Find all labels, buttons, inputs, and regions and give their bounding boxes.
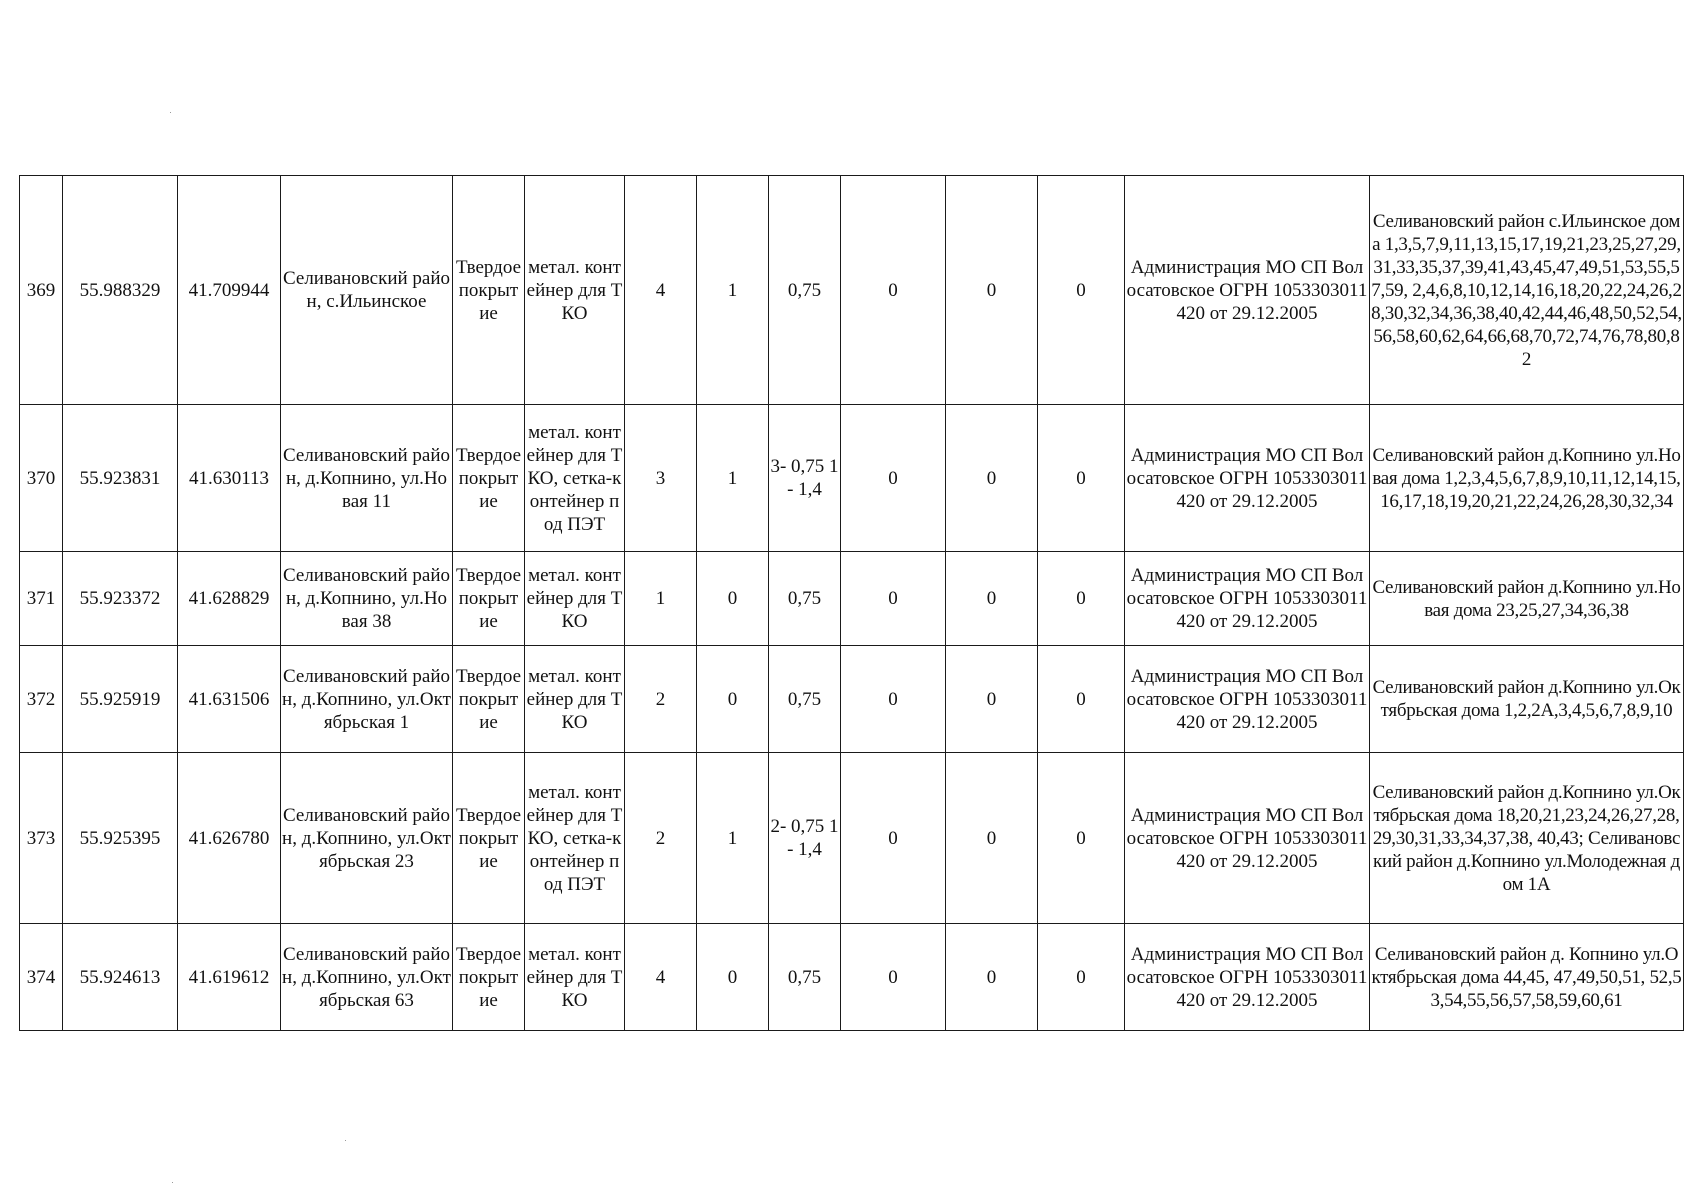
value-cell: 0 xyxy=(946,924,1038,1031)
latitude-cell: 55.924613 xyxy=(63,924,178,1031)
latitude-cell: 55.923372 xyxy=(63,552,178,646)
longitude-cell: 41.619612 xyxy=(178,924,281,1031)
longitude-cell: 41.626780 xyxy=(178,753,281,924)
address-cell: Селивановский район, д.Копнино, ул.Новая 11 xyxy=(281,405,453,552)
scan-speck xyxy=(170,112,171,113)
row-number: 371 xyxy=(20,552,63,646)
container-count-cell: 1 xyxy=(625,552,697,646)
latitude-cell: 55.923831 xyxy=(63,405,178,552)
planned-count-cell: 0 xyxy=(697,552,769,646)
container-volume-cell: 3- 0,75 1- 1,4 xyxy=(769,405,841,552)
value-cell: 0 xyxy=(946,552,1038,646)
owner-cell: Администрация МО СП Волосатовское ОГРН 1053303011420 от 29.12.2005 xyxy=(1125,552,1370,646)
container-volume-cell: 0,75 xyxy=(769,552,841,646)
row-number: 374 xyxy=(20,924,63,1031)
longitude-cell: 41.631506 xyxy=(178,646,281,753)
row-number: 370 xyxy=(20,405,63,552)
table-row xyxy=(20,552,1684,646)
table-row xyxy=(20,405,1684,552)
value-cell: 0 xyxy=(946,753,1038,924)
address-cell: Селивановский район, д.Копнино, ул.Октябрьская 63 xyxy=(281,924,453,1031)
surface-cell: Твердое покрытие xyxy=(453,405,525,552)
row-number: 373 xyxy=(20,753,63,924)
container-volume-cell: 0,75 xyxy=(769,924,841,1031)
container-volume-cell: 0,75 xyxy=(769,646,841,753)
served-houses-cell: Селивановский район д.Копнино ул.Октябрьская дома 18,20,21,23,24,26,27,28,29,30,31,33,34,37,38, 40,43; Селивановский район д.Копнино ул.Молодежная дом 1А xyxy=(1370,753,1684,924)
table-row xyxy=(20,924,1684,1031)
longitude-cell: 41.709944 xyxy=(178,176,281,405)
row-number: 372 xyxy=(20,646,63,753)
value-cell: 0 xyxy=(841,552,946,646)
surface-cell: Твердое покрытие xyxy=(453,552,525,646)
value-cell: 0 xyxy=(1038,405,1125,552)
value-cell: 0 xyxy=(1038,924,1125,1031)
scan-speck xyxy=(345,1140,346,1141)
row-number: 369 xyxy=(20,176,63,405)
latitude-cell: 55.925919 xyxy=(63,646,178,753)
owner-cell: Администрация МО СП Волосатовское ОГРН 1053303011420 от 29.12.2005 xyxy=(1125,924,1370,1031)
container-type-cell: метал. контейнер для ТКО xyxy=(525,924,625,1031)
value-cell: 0 xyxy=(1038,753,1125,924)
table-row xyxy=(20,646,1684,753)
served-houses-cell: Селивановский район д.Копнино ул.Новая дома 1,2,3,4,5,6,7,8,9,10,11,12,14,15,16,17,18,19,20,21,22,24,26,28,30,32,34 xyxy=(1370,405,1684,552)
planned-count-cell: 1 xyxy=(697,176,769,405)
container-volume-cell: 0,75 xyxy=(769,176,841,405)
container-count-cell: 3 xyxy=(625,405,697,552)
container-count-cell: 4 xyxy=(625,924,697,1031)
address-cell: Селивановский район, д.Копнино, ул.Октябрьская 1 xyxy=(281,646,453,753)
value-cell: 0 xyxy=(841,646,946,753)
value-cell: 0 xyxy=(1038,176,1125,405)
longitude-cell: 41.628829 xyxy=(178,552,281,646)
container-type-cell: метал. контейнер для ТКО xyxy=(525,552,625,646)
container-count-cell: 2 xyxy=(625,753,697,924)
value-cell: 0 xyxy=(841,405,946,552)
container-type-cell: метал. контейнер для ТКО xyxy=(525,176,625,405)
planned-count-cell: 1 xyxy=(697,405,769,552)
planned-count-cell: 1 xyxy=(697,753,769,924)
latitude-cell: 55.988329 xyxy=(63,176,178,405)
owner-cell: Администрация МО СП Волосатовское ОГРН 1053303011420 от 29.12.2005 xyxy=(1125,646,1370,753)
address-cell: Селивановский район, с.Ильинское xyxy=(281,176,453,405)
address-cell: Селивановский район, д.Копнино, ул.Октябрьская 23 xyxy=(281,753,453,924)
container-type-cell: метал. контейнер для ТКО, сетка-контейнер под ПЭТ xyxy=(525,405,625,552)
value-cell: 0 xyxy=(841,176,946,405)
planned-count-cell: 0 xyxy=(697,646,769,753)
container-type-cell: метал. контейнер для ТКО xyxy=(525,646,625,753)
latitude-cell: 55.925395 xyxy=(63,753,178,924)
owner-cell: Администрация МО СП Волосатовское ОГРН 1053303011420 от 29.12.2005 xyxy=(1125,405,1370,552)
container-count-cell: 4 xyxy=(625,176,697,405)
owner-cell: Администрация МО СП Волосатовское ОГРН 1053303011420 от 29.12.2005 xyxy=(1125,176,1370,405)
surface-cell: Твердое покрытие xyxy=(453,753,525,924)
container-type-cell: метал. контейнер для ТКО, сетка-контейнер под ПЭТ xyxy=(525,753,625,924)
surface-cell: Твердое покрытие xyxy=(453,924,525,1031)
table-row xyxy=(20,176,1684,405)
value-cell: 0 xyxy=(946,646,1038,753)
owner-cell: Администрация МО СП Волосатовское ОГРН 1053303011420 от 29.12.2005 xyxy=(1125,753,1370,924)
value-cell: 0 xyxy=(1038,552,1125,646)
surface-cell: Твердое покрытие xyxy=(453,176,525,405)
served-houses-cell: Селивановский район д. Копнино ул.Октябрьская дома 44,45, 47,49,50,51, 52,53,54,55,56,57,58,59,60,61 xyxy=(1370,924,1684,1031)
planned-count-cell: 0 xyxy=(697,924,769,1031)
value-cell: 0 xyxy=(946,176,1038,405)
address-cell: Селивановский район, д.Копнино, ул.Новая 38 xyxy=(281,552,453,646)
longitude-cell: 41.630113 xyxy=(178,405,281,552)
waste-sites-table xyxy=(19,175,1684,1031)
container-volume-cell: 2- 0,75 1- 1,4 xyxy=(769,753,841,924)
container-count-cell: 2 xyxy=(625,646,697,753)
served-houses-cell: Селивановский район д.Копнино ул.Октябрьская дома 1,2,2А,3,4,5,6,7,8,9,10 xyxy=(1370,646,1684,753)
served-houses-cell: Селивановский район с.Ильинское дома 1,3,5,7,9,11,13,15,17,19,21,23,25,27,29,31,33,35,37,39,41,43,45,47,49,51,53,55,57,59, 2,4,6,8,10,12,14,16,18,20,22,24,26,28,30,32,34,36,38,40,42,44,46,48,50,52,54,56,58,60,62,64,66,68,70,72,74,76,78,80,82 xyxy=(1370,176,1684,405)
surface-cell: Твердое покрытие xyxy=(453,646,525,753)
value-cell: 0 xyxy=(841,924,946,1031)
served-houses-cell: Селивановский район д.Копнино ул.Новая дома 23,25,27,34,36,38 xyxy=(1370,552,1684,646)
value-cell: 0 xyxy=(841,753,946,924)
table-row xyxy=(20,753,1684,924)
scan-speck xyxy=(172,1182,173,1183)
value-cell: 0 xyxy=(1038,646,1125,753)
value-cell: 0 xyxy=(946,405,1038,552)
